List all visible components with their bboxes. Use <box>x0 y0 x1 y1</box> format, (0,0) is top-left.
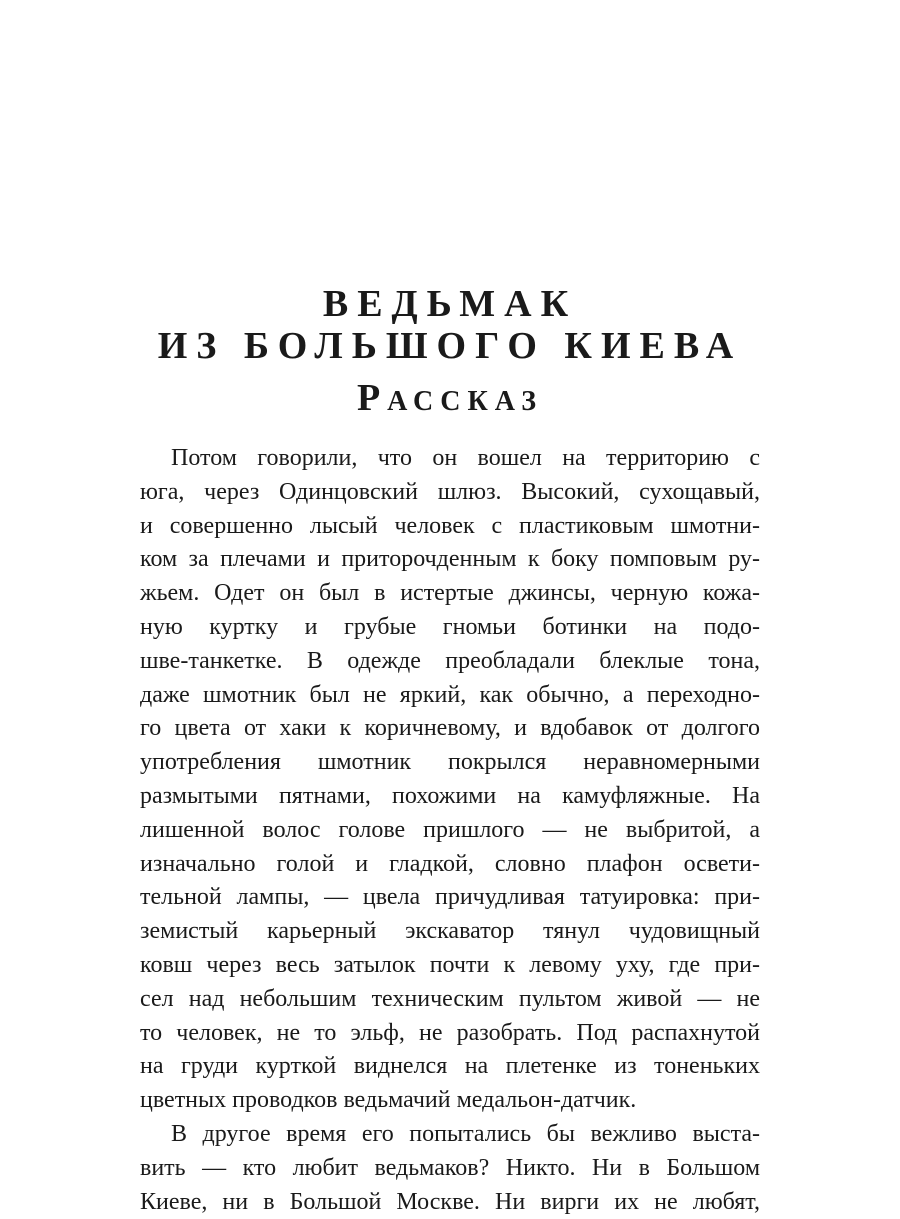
text-line: В другое время его попытались бы вежливо выста- <box>171 1120 760 1147</box>
text-line: юга, через Одинцовский шлюз. Высокий, сухощавый, <box>140 478 760 505</box>
text-line: тельной лампы, — цвела причудливая татуировка: при- <box>140 884 760 911</box>
subtitle-rest: АССКАЗ <box>387 386 544 417</box>
story-title-line-2: ИЗ БОЛЬШОГО КИЕВА <box>157 325 743 367</box>
text-line: жьем. Одет он был в истертые джинсы, черную кожа- <box>140 580 760 607</box>
text-line: сел над небольшим техническим пультом живой — не <box>140 985 760 1012</box>
subtitle-initial: Р <box>356 377 388 419</box>
text-line: ковш через весь затылок почти к левому уху, где при- <box>140 951 760 978</box>
text-line: то человек, не то эльф, не разобрать. Под распахнутой <box>140 1019 760 1046</box>
text-line: ком за плечами и приторочденным к боку помповым ру- <box>140 546 760 573</box>
text-line: ную куртку и грубые гномьи ботинки на подо- <box>140 613 760 640</box>
text-line: вить — кто любит ведьмаков? Никто. Ни в Большом <box>140 1154 760 1181</box>
text-line: на груди курткой виднелся на плетенке из тоненьких <box>140 1053 760 1080</box>
story-body <box>140 442 760 1219</box>
story-title-line-1: ВЕДЬМАК <box>322 283 578 325</box>
text-line: го цвета от хаки к коричневому, и вдобавок от долгого <box>140 715 760 742</box>
text-line: лишенной волос голове пришлого — не выбритой, а <box>140 816 760 843</box>
story-subtitle <box>0 377 900 420</box>
text-line: употребления шмотник покрылся неравномерными <box>140 749 760 776</box>
text-line: даже шмотник был не яркий, как обычно, а переходно- <box>140 681 760 708</box>
text-line: и совершенно лысый человек с пластиковым шмотни- <box>140 512 760 539</box>
text-line: Киеве, ни в Большой Москве. Ни вирги их не любят, <box>140 1188 760 1215</box>
text-line: шве-танкетке. В одежде преобладали блеклые тона, <box>140 647 760 674</box>
text-line: земистый карьерный экскаватор тянул чудовищный <box>140 918 760 945</box>
text-line: изначально голой и гладкой, словно плафон освети- <box>140 850 760 877</box>
text-line: Потом говорили, что он вошел на территорию с <box>171 445 760 471</box>
text-line: цветных проводков ведьмачий медальон-датчик. <box>140 1087 637 1114</box>
text-line: размытыми пятнами, похожими на камуфляжные. На <box>140 782 760 809</box>
